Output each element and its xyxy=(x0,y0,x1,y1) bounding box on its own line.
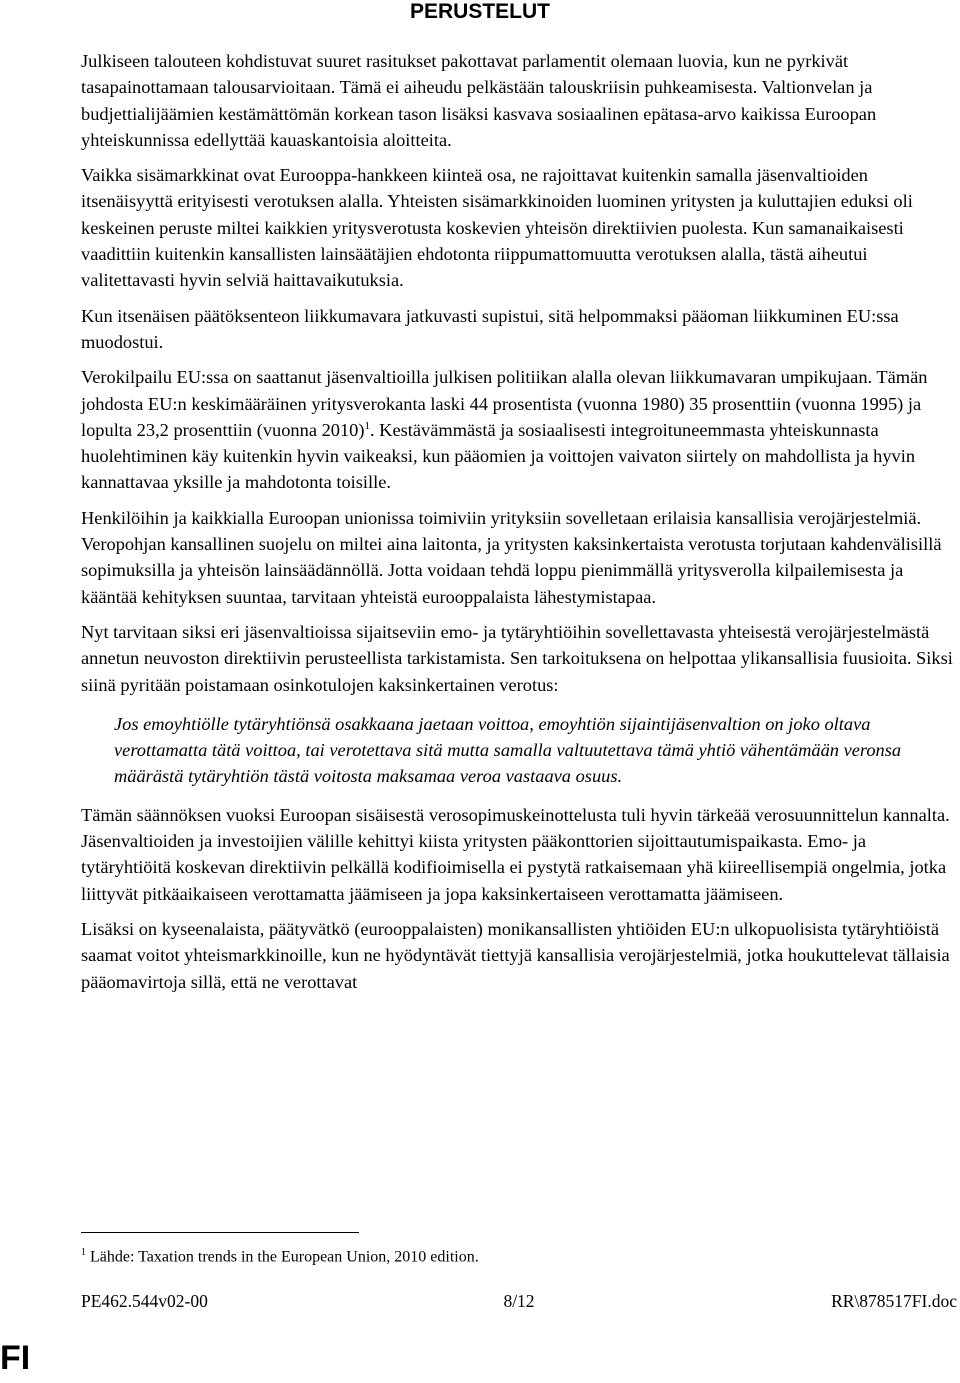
footnote xyxy=(81,1243,479,1267)
paragraph-3: Kun itsenäisen päätöksenteon liikkumavara jatkuvasti supistui, sitä helpommaksi pääoman liikkuminen EU:ssa muodostui. xyxy=(81,305,899,352)
paragraph-4-text-a: Verokilpailu EU:ssa on saattanut jäsenvaltioilla julkisen politiikan alalla olevan liikkumavaran umpikujaan. Tämän johdosta EU:n keskimääräinen yritysverokanta laski 44 prosentista (vuonna 1980) 35 prosenttiin (vuonna 1995) ja lopulta 23,2 prosenttiin (vuonna 2010) xyxy=(81,367,928,440)
quoted-provision: Jos emoyhtiölle tytäryhtiönsä osakkaana jaetaan voittoa, emoyhtiön sijaintijäsenvaltion on joko oltava verottamatta tätä voittoa, tai verotettava sitä mutta samalla valtuutettava tämä yhtiö vähentämään veronsa määrästä tytäryhtiön tästä voitosta maksamaa veroa vastaava osuus. xyxy=(114,713,902,787)
footer-document-reference: PE462.544v02-00 xyxy=(81,1291,208,1311)
footnote-number: 1 xyxy=(81,1247,86,1258)
footnote-text: Lähde: Taxation trends in the European Union, 2010 edition. xyxy=(90,1248,479,1266)
paragraph-8: Lisäksi on kyseenalaista, päätyvätkö (eurooppalaisten) monikansallisten yhtiöiden EU:n ulkopuolisista tytäryhtiöistä saamat voitot yhteismarkkinoille, kun ne hyödyntävät tiettyjä kansallisia verojärjestelmiä, jotka houkuttelevat tällaisia pääomavirtoja sillä, että ne verottavat xyxy=(81,918,950,992)
page-title: PERUSTELUT xyxy=(409,0,550,23)
paragraph-5: Henkilöihin ja kaikkialla Euroopan unionissa toimiviin yrityksiin sovelletaan erilaisia kansallisia verojärjestelmiä. Veropohjan kansallinen suojelu on miltei aina laitonta, ja yritysten kaksinkertaista verotusta torjutaan kahdenvälisillä sopimuksilla ja yhteisön lainsäädännöllä. Jotta voidaan tehdä loppu pienimmällä yritysverolla kilpailemisesta ja kääntää kehityksen suuntaa, tarvitaan yhteistä eurooppalaista lähestymistapaa. xyxy=(81,507,942,607)
language-code: FI xyxy=(0,1339,31,1377)
paragraph-2: Vaikka sisämarkkinat ovat Eurooppa-hankkeen kiinteä osa, ne rajoittavat kuitenkin samalla jäsenvaltioiden itsenäisyyttä erityisesti verotuksen alalla. Yhteisten sisämarkkinoiden luominen yritysten ja kuluttajien eduksi oli keskeinen peruste miltei kaikkien yritysverotusta koskevien yhteisön direktiivien puolesta. Kun samanaikaisesti vaadittiin kuitenkin kansallisten lainsäätäjien ehdotonta riippumattomuutta verotuksen alalla, tästä aiheutui valitettavasti hyvin selviä haittavaikutuksia. xyxy=(81,165,913,291)
footnote-divider xyxy=(81,1232,359,1233)
footer-page-number: 8/12 xyxy=(503,1291,535,1311)
document-body xyxy=(81,48,957,1004)
paragraph-1: Julkiseen talouteen kohdistuvat suuret rasitukset pakottavat parlamentit olemaan luovia, kun ne pyrkivät tasapainottamaan talousarvioitaan. Tämä ei aiheudu pelkästään talouskriisin puhkeamisesta. Valtionvelan ja budjettialijäämien kestämättömän korkean tason lisäksi kasvava sosiaalinen epätasa-arvo kaikissa Euroopan yhteiskunnissa edellyttää kauaskantoisia aloitteita. xyxy=(81,51,877,150)
paragraph-7: Tämän säännöksen vuoksi Euroopan sisäisestä verosopimuskeinottelusta tuli hyvin tärkeää verosuunnittelun kannalta. Jäsenvaltioiden ja investoijien välille kehittyi kiista yritysten pääkonttorien sijoittautumispaikasta. Emo- ja tytäryhtiöitä koskevan direktiivin pelkällä kodifioimisella ei pystytä ratkaisemaan yhä kiireellisempiä ongelmia, jotka liittyvät pitkäaikaiseen verottamatta jäämiseen ja jopa kaksinkertaiseen verottamatta jäämiseen. xyxy=(81,804,950,904)
paragraph-4-text-b: . Kestävämmästä ja sosiaalisesti integroituneemmasta yhteiskunnasta huolehtiminen käy kuitenkin hyvin vaikeaksi, kun pääomien ja voittojen vaivaton siirtely on mahdollista ja hyvin kannattavaa yksille ja mahdotonta toisille. xyxy=(81,419,916,493)
footnote-reference[interactable]: 1 xyxy=(364,419,370,432)
paragraph-4 xyxy=(81,364,957,495)
footer-file-reference: RR\878517FI.doc xyxy=(831,1291,957,1311)
paragraph-6: Nyt tarvitaan siksi eri jäsenvaltioissa sijaitseviin emo- ja tytäryhtiöihin sovellettavasta yhteisestä verojärjestelmästä annetun neuvoston direktiivin perusteellista tarkistamista. Sen tarkoituksena on helpottaa ylikansallisia fuusioita. Siksi siinä pyritään poistamaan osinkotulojen kaksinkertainen verotus: xyxy=(81,621,953,695)
